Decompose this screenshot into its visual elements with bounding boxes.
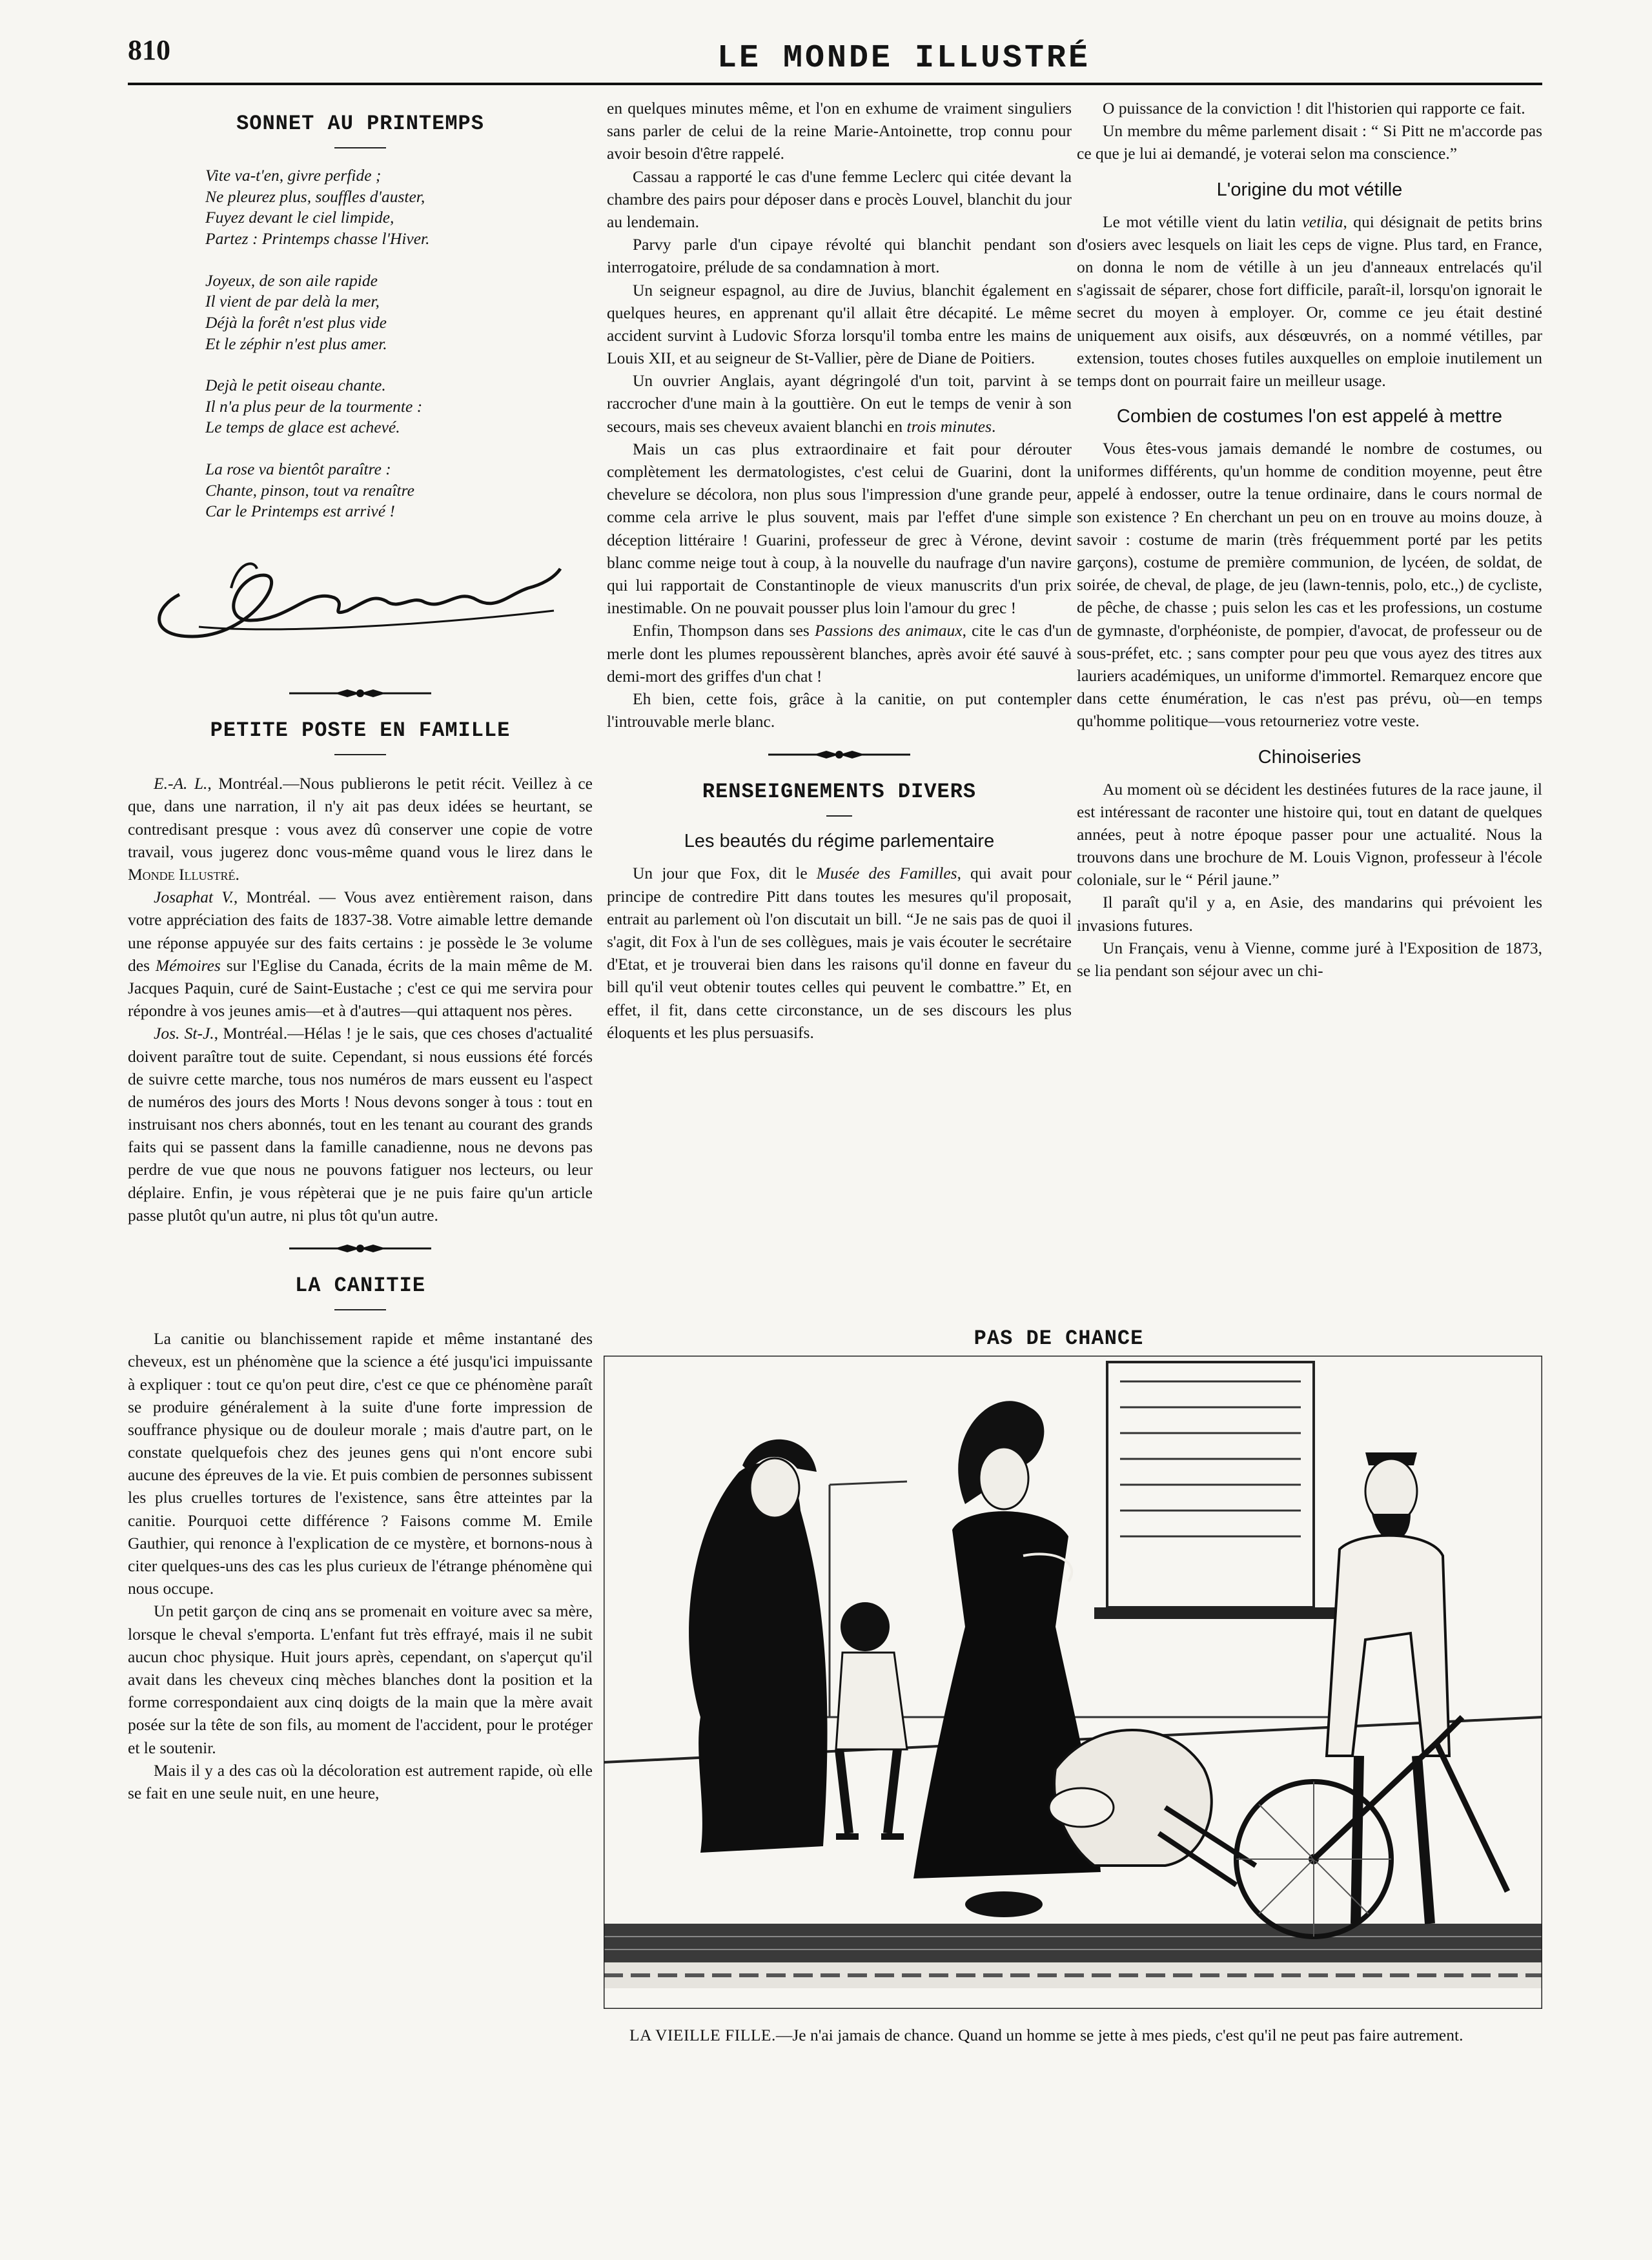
verse: Et le zéphir n'est plus amer. [205,334,387,353]
verse: La rose va bientôt paraître : [205,460,391,479]
verse: Il n'a plus peur de la tourmente : [205,396,423,416]
verse: Déjà la forêt n'est plus vide [205,312,387,332]
verse: Car le Printemps est arrivé ! [205,502,395,521]
canitie-title: LA CANITIE [294,1274,426,1298]
paragraph: Enfin, Thompson dans ses Passions des animaux, cite le cas d'un merle dont les plumes repoussèrent blanches, après avoir été sauvé à demi-mort des griffes d'un chat ! [607,621,1072,686]
verse: Il vient de par delà la mer, [205,292,380,311]
title-rule [334,147,386,148]
subheading: L'origine du mot vétille [1216,179,1403,200]
paragraph: Un membre du même parlement disait : “ Si Pitt ne m'accorde pas ce que je lui ai demandé, je voterai selon ma conscience.” [1077,121,1542,163]
illustration-title: PAS DE CHANCE [974,1327,1144,1350]
stanza [205,165,593,250]
paragraph: Mais un cas plus extraordinaire et fait pour dérouter complètement les dermatologistes, c'est celui de Guarini, dont la chevelure se décolora, non plus sous l'impression d'une grande peur, comme cela arrive le plus souvent, mais par l'effet d'une simple déception littéraire ! Guarini, professeur de grec à Vérone, devint blanc comme neige tout à coup, à la nouvelle du naufrage d'un navire qui lui rapportait de Constantinople de vieux manuscrits d'un prix inestimable. On ne pouvait pousser plus loin l'amour du grec ! [607,439,1072,618]
verse: Joyeux, de son aile rapide [205,270,378,290]
paragraph: Eh bien, cette fois, grâce à la canitie, on put contempler l'introuvable merle blanc. [607,689,1072,731]
paragraph: E.-A. L., Montréal.—Nous publierons le petit récit. Veillez à ce que, dans une narration, il n'y ait pas deux idées se heurtant, se contredisant presque : vous avez dû conserver une copie de votre travail, vous jugerez donc vous-même quand vous le lirez dans le Monde Illustré. [128,774,593,884]
verse: Le temps de glace est achevé. [205,418,400,437]
paragraph: Mais il y a des cas où la décoloration est autrement rapide, où elle se fait en une seule nuit, en une heure, [128,1760,593,1802]
verse: Chante, pinson, tout va renaître [205,480,414,500]
paragraph: Un jour que Fox, dit le Musée des Familles, qui avait pour principe de contredire Pitt dans toutes les mesures qu'il proposait, entrait au parlement où l'on discutait un bill. “Je ne sais pas de quoi il s'agit, dit Fox à l'un de ses collègues, mais je vais écouter le secrétaire d'Etat, et je trouverai bien dans les raisons qu'il donne en faveur du bill qu'il veut obtenir toutes celles qui peuvent le combattre.” Et, en effet, il fit, dans cette circonstance, un de ses discours les plus éloquents et les plus persuasifs. [607,864,1072,1042]
verse: Dejà le petit oiseau chante. [205,376,386,395]
stanza [205,270,593,355]
verse: Partez : Printemps chasse l'Hiver. [205,229,430,249]
paragraph: Un ouvrier Anglais, ayant dégringolé d'un toit, parvint à se raccrocher d'une main à la gouttière. On eut le temps de venir à son secours, mais ses cheveux avaient blanchi en trois minutes. [607,371,1072,436]
paragraph: Parvy parle d'un cipaye révolté qui blanchit pendant son interrogatoire, prélude de sa condamnation à mort. [607,235,1072,277]
verse: Ne pleurez plus, souffles d'auster, [205,187,425,206]
paragraph: La canitie ou blanchissement rapide et même instantané des cheveux, est un phénomène que la science a été jusqu'ici impuissante à expliquer : tout ce qu'on peut dire, c'est ce que ce phénomène paraît se produire généralement à la suite d'une forte impression de souffrance physique ou de douleur morale ; mais d'autre part, on le constate quelquefois chez des jeunes gens qui n'ont encore subi aucune des épreuves de la vie. Et puis combien de personnes subissent les plus cruelles tortures de l'existence, sans être atteintes par la canitie. Pourquoi cette différence ? Faisons comme M. Emile Gauthier, qui renonce à l'explication de ce mystère, et bornons-nous à citer quelques-uns des cas les plus curieux de l'étrange phénomène qui nous occupe. [128,1329,593,1598]
paragraph: Jos. St-J., Montréal.—Hélas ! je le sais, que ces choses d'actualité doivent paraître tout de suite. Cependant, si nous eussions été forcés de suivre cette marche, tous nos numéros de mars eussent eu l'aspect de numéros des jours des Morts ! Nous devons songer à tous : tout en instruisant nos chers abonnés, tout en les tenant au courant des grands faits qui se passent dans la famille canadienne, nous ne devons pas perdre de vue que nous ne pouvons fatiguer nos lecteurs, ou leur déplaire. Enfin, je vous répèterai que je ne puis faire qu'un article passe plutôt qu'un autre, ni plus tôt qu'un autre. [128,1024,593,1225]
stanza [205,459,593,522]
cartoon-illustration [604,1356,1542,2009]
paragraph: O puissance de la conviction ! dit l'historien qui rapporte ce fait. [1103,99,1525,117]
masthead: LE MONDE ILLUSTRÉ [717,40,1091,77]
illustration-caption: LA VIEILLE FILLE.—Je n'ai jamais de chance. Quand un homme se jette à mes pieds, c'est qu'il ne peut pas faire autrement. [629,2026,1463,2044]
sonnet-poem [205,165,593,522]
paragraph: Le mot vétille vient du latin vetilia, qui désignait de petits brins d'osiers avec lesquels on liait les ceps de vigne. Plus tard, en France, on donna le nom de vétille à un jeu d'anneaux entrelacés qu'il s'agissait de séparer, chose fort difficile, paraît-il, lorsqu'on ignorait le secret du moyen à employer. Or, comme ce jeu était destiné uniquement aux oisifs, aux désœuvrés, on a nommé vétilles, par extension, toutes choses futiles auxquelles on emploie inutilement un temps dont on pourrait faire un meilleur usage. [1077,212,1542,390]
subheading: Les beautés du régime parlementaire [684,831,995,852]
paragraph: Un petit garçon de cinq ans se promenait en voiture avec sa mère, lorsque le cheval s'emporta. L'enfant fut très effrayé, mais il ne subit aucun choc physique. Huit jours après, cependant, on s'aperçut qu'il avait dans les cheveux cinq mèches blanches dont la position et la forme correspondaient aux cinq doigts de la main que la mère avait posée sur la tête de son fils, au moment de l'accident, pour le protéger et le soutenir. [128,1602,593,1757]
subheading: Combien de costumes l'on est appelé à mettre [1116,406,1503,427]
title-rule [334,754,386,755]
ornament-divider [289,1242,431,1255]
handwritten-signature [141,549,567,646]
title-rule [334,1309,386,1310]
stanza [205,375,593,438]
column-1 [128,97,593,1804]
verse: Vite va-t'en, givre perfide ; [205,166,382,185]
paragraph: en quelques minutes même, et l'on en exhume de vraiment singuliers sans parler de celui de la reine Marie-Antoinette, trop connu pour avoir besoin d'être rappelé. [607,99,1072,163]
column-3 [1077,97,1542,982]
ornament-divider [289,687,431,700]
paragraph: Vous êtes-vous jamais demandé le nombre de costumes, ou uniformes différents, qu'un homme de condition moyenne, peut être appelé à endosser, outre la tenue ordinaire, dans le cours normal de son existence ? En cherchant un peu on en trouve au moins douze, à savoir : costume de marin (très fréquemment porté par les petits garçons), costume de première communion, de lycéen, de soldat, de soirée, de cheval, de plage, de jeu (lawn-tennis, polo, etc.,) de cycliste, de pêche, de chasse ; puis selon les cas et les professions, un costume de gymnaste, d'orphéoniste, de pompier, d'avocat, de professeur ou de sous-préfet, etc. ; sans compter pour peu que vous ayez des titres aux lauriers académiques, un uniforme d'immortel. Remarquez encore que dans cette énumération, le cas n'est pas prévu, où—en temps qu'homme politique—vous retourneriez votre veste. [1077,439,1542,731]
paragraph: Il paraît qu'il y a, en Asie, des mandarins qui prévoient les invasions futures. [1077,893,1542,935]
column-2 [607,97,1072,1044]
subheading: Chinoiseries [1258,746,1361,768]
paragraph: Un seigneur espagnol, au dire de Juvius, blanchit également en quelques heures, en apprenant qu'il allait être décapité. Le même accident survint à Ludovic Sforza lorsqu'il tomba entre les mains de Louis XII, et au seigneur de St-Vallier, père de Diane de Poitiers. [607,280,1072,368]
header-rule [128,83,1542,85]
page-number: 810 [128,34,170,66]
poste-title: PETITE POSTE EN FAMILLE [210,718,511,743]
ornament-divider [768,748,910,761]
paragraph: Un Français, venu à Vienne, comme juré à l'Exposition de 1873, se lia pendant son séjour avec un chi- [1077,938,1542,981]
paragraph: Josaphat V., Montréal. — Vous avez entièrement raison, dans votre appréciation des faits de 1837-38. Votre aimable lettre demande une réponse appuyée sur des faits certains : je possède le 3e volume des Mémoires sur l'Eglise du Canada, écrits de la main même de M. Jacques Paquin, curé de Saint-Eustache ; c'est ce qui me servira pour répondre à vos jeunes amis—et à d'autres—qui attaquent nos pères. [128,888,593,1021]
title-rule [826,815,852,817]
paragraph: Au moment où se décident les destinées futures de la race jaune, il est intéressant de raconter une histoire qui, tout en datant de quelques années, peut à notre époque passer pour une actualité. Nous la trouvons dans une brochure de M. Louis Vignon, professeur à l'école coloniale, sur le “ Péril jaune.” [1077,779,1542,890]
sonnet-title: SONNET AU PRINTEMPS [236,112,484,136]
renseignements-title: RENSEIGNEMENTS DIVERS [702,780,977,804]
verse: Fuyez devant le ciel limpide, [205,208,394,227]
paragraph: Cassau a rapporté le cas d'une femme Leclerc qui citée devant la chambre des pairs pour déposer dans e procès Louvel, blanchit du jour au lendemain. [607,167,1072,231]
